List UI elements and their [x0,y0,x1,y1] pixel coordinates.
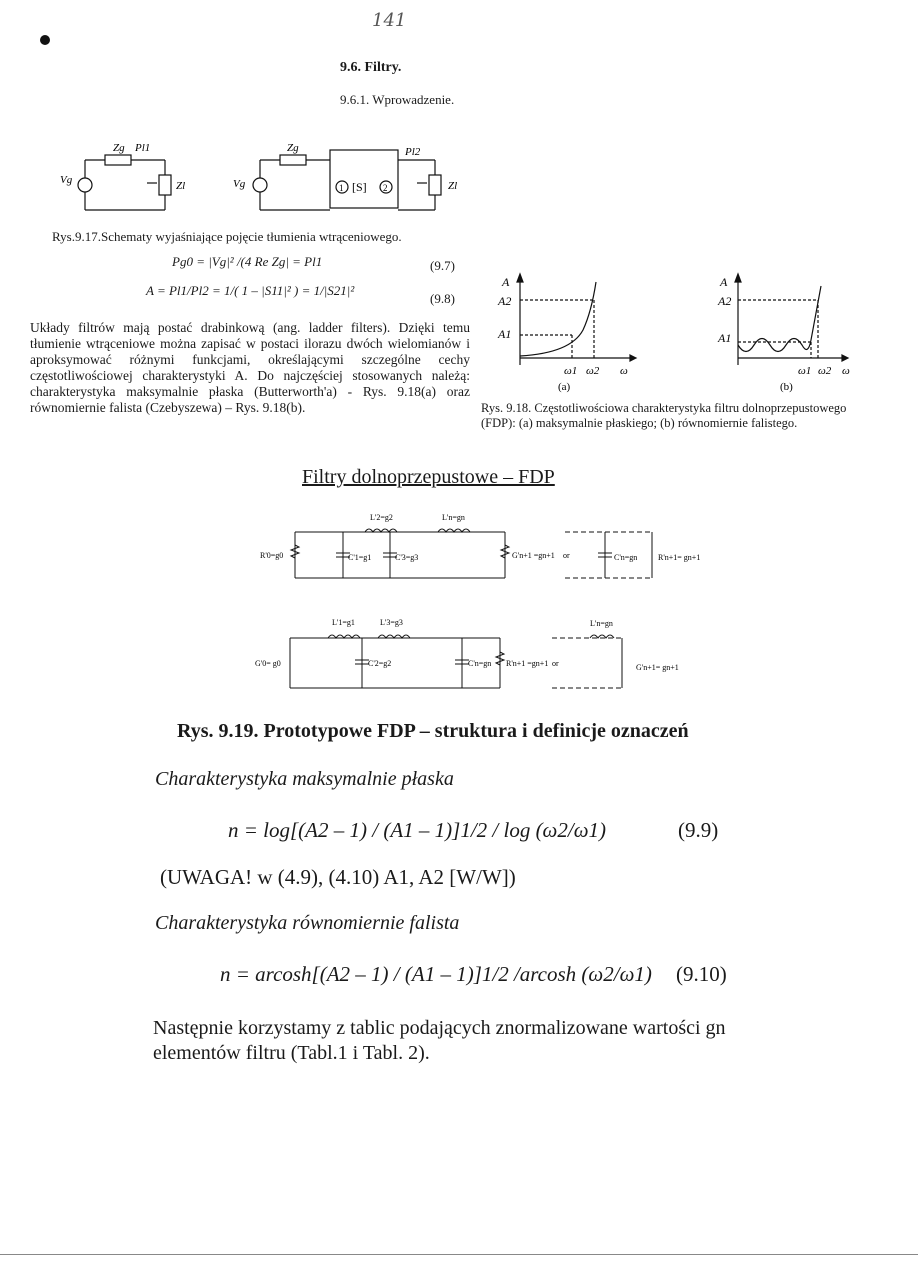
fig17-vg-left: Vg [60,174,73,186]
eq-9-9: n = log[(A2 – 1) / (A1 – 1)]1/2 / log (ω2/ω1) [228,818,607,842]
fig17-zl-left: Zl [176,180,186,192]
eq-9-10-number: (9.10) [676,962,727,986]
figure-9-19 [240,500,720,700]
fig17-vg-right: Vg [233,178,246,190]
fig17-zg-right: Zg [287,142,299,154]
fig17-caption: Rys.9.17.Schematy wyjaśniające pojęcie tłumienia wtrąceniowego. [52,229,402,244]
fig18a-y-label: A [502,275,510,289]
fig19-top-r0: R'0=g0 [260,551,284,560]
fig18a-tag: (a) [558,381,571,393]
fig17-pl1: Pl1 [135,142,151,154]
note-uwaga: (UWAGA! w (4.9), (4.10) A1, A2 [W/W]) [160,865,516,889]
fig19-bottom-or: or [552,659,559,668]
section-title: 9.6. Filtry. [340,60,402,75]
page-number: 141 [372,10,407,31]
fig18-caption: Rys. 9.18. Częstotliwościowa charakterystyka filtru dolnoprzepustowego (FDP): (a) maksymalnie płaskiego; (b) równomiernie falistego. [481,401,847,430]
fig17-zl-right: Zl [448,180,458,192]
closing-paragraph: Następnie korzystamy z tablic podających znormalizowane wartości gn elementów filtru (Tabl.1 i Tabl. 2). [153,1017,726,1064]
bottom-rule [0,1254,918,1255]
fig18a-w2: ω2 [586,365,600,377]
fig19-bottom-ln: L'n=gn [590,619,613,628]
fig18a-a2: A2 [498,294,512,308]
fig18b-a1: A1 [718,331,732,345]
figure-9-17 [55,135,475,225]
eq-9-7: Pg0 = |Vg|² /(4 Re Zg| = Pl1 [172,254,323,269]
fig18b-tag: (b) [780,381,793,393]
fig19-top-ln: L'n=gn [442,513,465,522]
fig18a-w1: ω1 [564,365,578,377]
eq-9-9-number: (9.9) [678,818,719,842]
fdp-heading: Filtry dolnoprzepustowe – FDP [302,466,555,488]
section-flat: Charakterystyka maksymalnie płaska [155,768,454,790]
fig18b-w: ω [842,365,850,377]
fig19-bottom-cn: C'n=gn [468,659,492,668]
fig18b-a2: A2 [718,294,732,308]
fig19-bottom-c2: C'2=g2 [368,659,392,668]
fig19-bottom-g0: G'0= g0 [255,659,281,668]
fig17-zg-left: Zg [113,142,125,154]
intro-paragraph: Układy filtrów mają postać drabinkową (ang. ladder filters). Dzięki temu tłumienie wtrąceniowe można zapisać w postaci ilorazu dwóch wielomianów i aproksymować różnymi funkcjami, określającymi szczególne cechy częstotliwościowej charakterystyki A. Do najczęściej stosowanych należą: charakterystyka maksymalnie płaska (Butterworth'a) - Rys. 9.18(a) oraz równomiernie falista (Czebyszewa) – Rys. 9.18(b). [30,320,470,415]
fig19-top-c3: C'3=g3 [395,553,419,562]
fig18b-y-label: A [720,275,728,289]
eq-9-8: A = Pl1/Pl2 = 1/( 1 – |S11|² ) = 1/|S21|² [146,283,355,298]
figure-9-18 [480,270,900,400]
fig18a-a1: A1 [498,327,512,341]
fig19-top-gn1: G'n+1 =gn+1 [512,551,555,560]
fig19-bottom-l1: L'1=g1 [332,618,355,627]
fig19-caption: Rys. 9.19. Prototypowe FDP – struktura i definicje oznaczeń [177,720,689,742]
fig19-top-c1: C'1=g1 [348,553,372,562]
subsection-title: 9.6.1. Wprowadzenie. [340,92,455,107]
fig19-top-rn1: R'n+1= gn+1 [658,553,701,562]
eq-9-7-number: (9.7) [430,258,455,273]
fig19-bottom-gn1: G'n+1= gn+1 [636,663,679,672]
fig19-top-l2: L'2=g2 [370,513,393,522]
section-ripple: Charakterystyka równomiernie falista [155,912,460,934]
fig18b-w2: ω2 [818,365,832,377]
fig18b-w1: ω1 [798,365,812,377]
fig17-port1: 1 [339,183,344,193]
fig17-pl2: Pl2 [405,146,421,158]
fig18a-w: ω [620,365,628,377]
fig19-top-cn: C'n=gn [614,553,638,562]
fig17-s-matrix: [S] [352,180,367,194]
eq-9-10: n = arcosh[(A2 – 1) / (A1 – 1)]1/2 /arcosh (ω2/ω1) [220,962,652,986]
eq-9-8-number: (9.8) [430,291,455,306]
fig19-bottom-l3: L'3=g3 [380,618,403,627]
fig17-port2: 2 [383,183,388,193]
scan-dot [40,35,50,45]
fig19-top-or: or [563,551,570,560]
fig19-bottom-rn1: R'n+1 =gn+1 [506,659,549,668]
